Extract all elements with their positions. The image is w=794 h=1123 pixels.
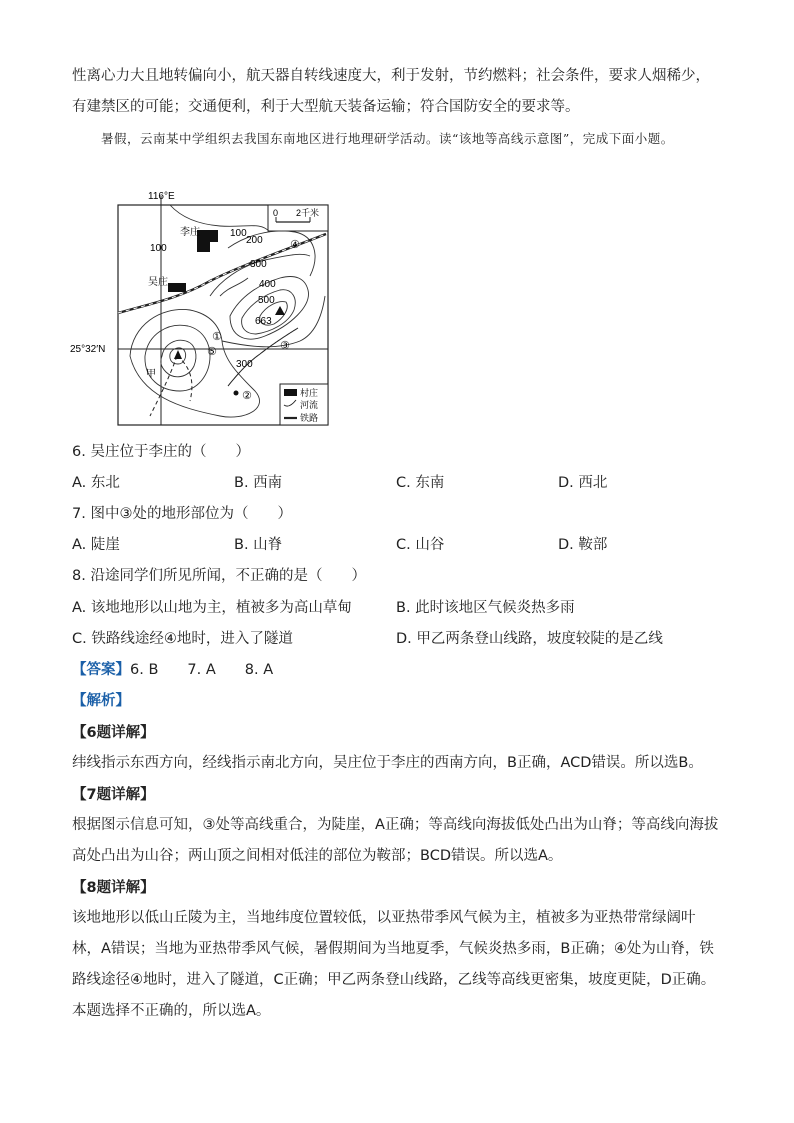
- answer-line: [72, 660, 273, 680]
- question-7-stem: 7. 图中③处的地形部位为（ ）: [72, 506, 292, 522]
- detail-6-title: 【6题详解】: [72, 725, 155, 741]
- village-wu-label: 吴庄: [148, 277, 168, 288]
- q7-option-c[interactable]: C. 山谷: [396, 537, 445, 553]
- q6-option-a[interactable]: A. 东北: [72, 475, 120, 491]
- point-dot: [234, 391, 239, 396]
- legend-village-label: 村庄: [300, 388, 319, 398]
- passage-text: 暑假，云南某中学组织去我国东南地区进行地理研学活动。读“该地等高线示意图”，完成下面小题。: [101, 131, 674, 146]
- legend-village-icon: [284, 389, 297, 396]
- q6-option-c[interactable]: C. 东南: [396, 475, 445, 491]
- svg-text:②: ②: [242, 389, 252, 402]
- svg-text:300: 300: [236, 359, 253, 370]
- peak-jia-icon: [174, 350, 182, 359]
- scale-unit: 2千米: [296, 208, 320, 218]
- legend-river-label: 河流: [300, 400, 319, 410]
- svg-text:400: 400: [259, 279, 276, 290]
- answer-label: 【答案】: [72, 662, 130, 678]
- latitude-label: 25°32′N: [70, 344, 106, 355]
- q6-option-b[interactable]: B. 西南: [234, 475, 283, 491]
- question-8-stem: 8. 沿途同学们所见所闻，不正确的是（ ）: [72, 568, 366, 584]
- svg-text:⑤: ⑤: [207, 345, 217, 358]
- longitude-label: 116°E: [148, 191, 175, 202]
- peak-663-icon: [275, 306, 285, 315]
- svg-text:100: 100: [230, 228, 247, 239]
- village-wu-marker: [168, 283, 186, 292]
- answer-values: 6. B 7. A 8. A: [130, 662, 274, 678]
- svg-text:100: 100: [150, 243, 167, 254]
- svg-text:663: 663: [255, 316, 272, 327]
- q8-option-b[interactable]: B. 此时该地区气候炎热多雨: [396, 600, 575, 616]
- detail-7-text: 根据图示信息可知，③处等高线重合，为陡崖，A正确；等高线向海拔低处凸出为山脊；等高线向海拔高处凸出为山谷；两山顶之间相对低洼的部位为鞍部；BCD错误。所以选A。: [72, 817, 719, 864]
- q7-option-d[interactable]: D. 鞍部: [558, 537, 608, 553]
- detail-8-text: 该地地形以低山丘陵为主，当地纬度位置较低，以亚热带季风气候为主，植被多为亚热带常绿阔叶林，A错误；当地为亚热带季风气候，暑假期间为当地夏季，气候炎热多雨，B正确；④处为山脊，铁路线途径④地时，进入了隧道，C正确；甲乙两条登山线路，乙线等高线更密集，坡度更陡，D正确。本题选择不正确的，所以选A。: [72, 910, 716, 1019]
- question-6-stem: 6. 吴庄位于李庄的（ ）: [72, 444, 250, 460]
- detail-7-title: 【7题详解】: [72, 787, 155, 803]
- point-jia-label: 甲: [146, 369, 156, 380]
- village-li-marker: [197, 230, 218, 252]
- intro-continuation: 性离心力大且地转偏向小，航天器自转线速度大，利于发射，节约燃料；社会条件，要求人烟稀少，有建禁区的可能；交通便利，利于大型航天装备运输；符合国防安全的要求等。: [72, 68, 710, 115]
- q6-option-d[interactable]: D. 西北: [558, 475, 608, 491]
- svg-text:300: 300: [250, 259, 267, 270]
- detail-6-text: 纬线指示东西方向，经线指示南北方向，吴庄位于李庄的西南方向，B正确，ACD错误。所以选B。: [72, 755, 703, 771]
- q8-option-a[interactable]: A. 该地地形以山地为主，植被多为高山草甸: [72, 600, 352, 616]
- svg-text:500: 500: [258, 295, 275, 306]
- detail-8-title: 【8题详解】: [72, 880, 155, 896]
- q8-option-c[interactable]: C. 铁路线途经④地时，进入了隧道: [72, 631, 293, 647]
- contour-map: [70, 186, 340, 431]
- q7-option-b[interactable]: B. 山脊: [234, 537, 283, 553]
- svg-text:③: ③: [280, 339, 290, 352]
- legend-railway-label: 铁路: [300, 413, 319, 423]
- svg-text:200: 200: [246, 235, 263, 246]
- scale-zero: 0: [273, 208, 279, 218]
- svg-text:①: ①: [212, 330, 222, 343]
- analysis-label: 【解析】: [72, 693, 130, 709]
- route-jia: [150, 356, 177, 416]
- q8-option-d[interactable]: D. 甲乙两条登山线路，坡度较陡的是乙线: [396, 631, 663, 647]
- village-li-label: 李庄: [180, 227, 200, 238]
- svg-text:④: ④: [290, 238, 300, 251]
- route-yi: [177, 356, 192, 401]
- q7-option-a[interactable]: A. 陡崖: [72, 537, 120, 553]
